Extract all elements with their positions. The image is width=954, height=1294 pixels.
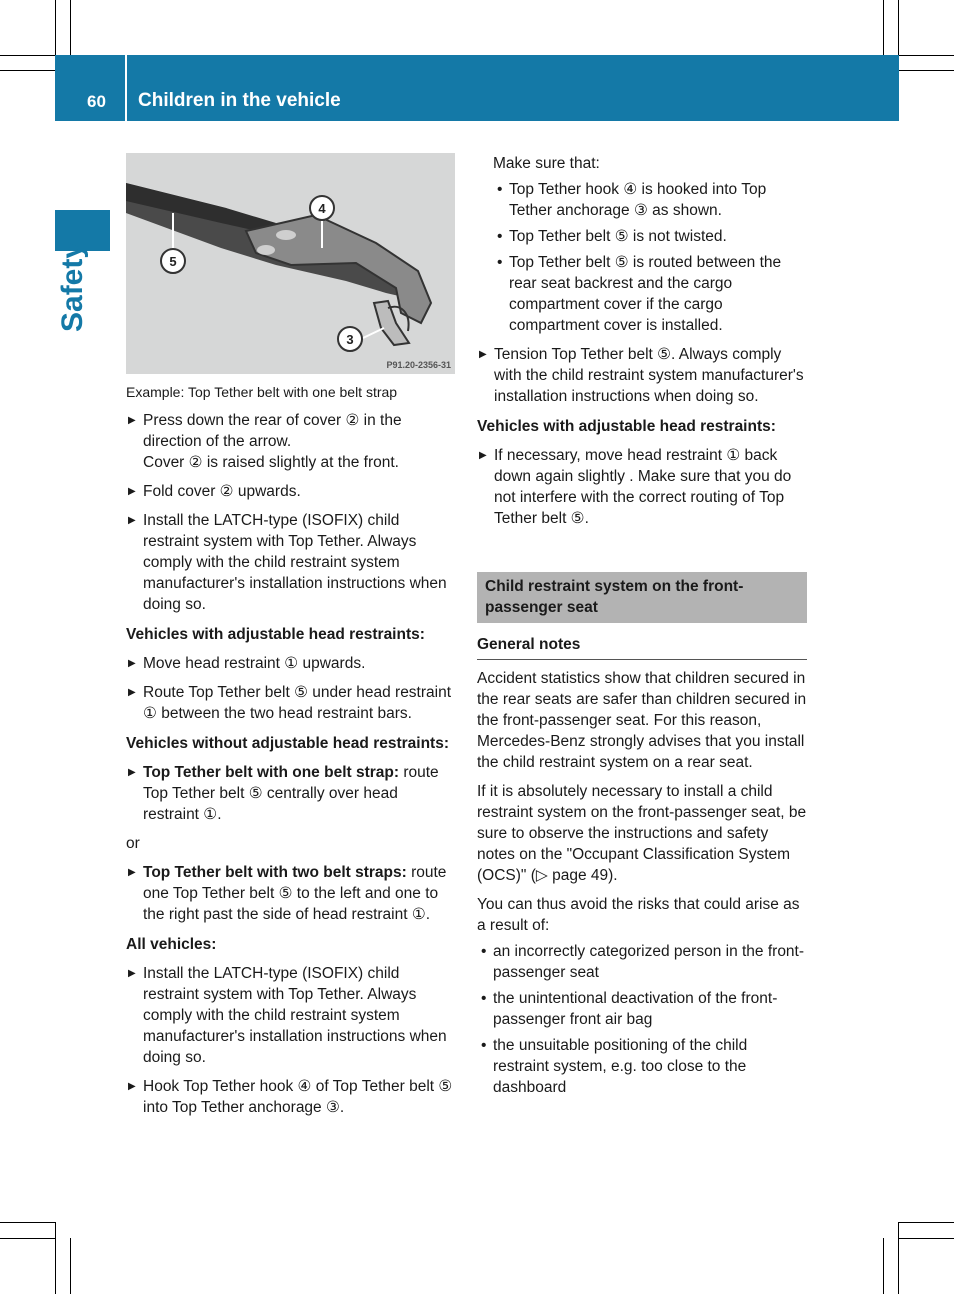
step-fold-cover: ▶ Fold cover ② upwards. bbox=[126, 481, 456, 502]
paragraph: If it is absolutely necessary to install a child restraint system on the front-passenger seat, be sure to observe the instructions and safety notes on the "Occupant Classification System (OCS)" (▷ page 49). bbox=[477, 783, 807, 884]
crop-mark bbox=[70, 1238, 71, 1294]
crop-mark bbox=[0, 70, 56, 71]
crop-mark bbox=[898, 1222, 954, 1223]
tether-illustration bbox=[126, 153, 455, 374]
step-install-latch-all: ▶ Install the LATCH-type (ISOFIX) child restraint system with Top Tether. Always comply with the child restraint system manufacturer's installation instructions when doing so. bbox=[126, 963, 456, 1068]
check-item: • Top Tether belt ⑤ is not twisted. bbox=[493, 226, 807, 247]
svg-text:3: 3 bbox=[346, 332, 354, 347]
step-one-strap bbox=[126, 762, 456, 825]
heading-non-adjustable: Vehicles without adjustable head restraints: bbox=[126, 735, 450, 752]
page-number: 60 bbox=[87, 92, 106, 111]
left-column bbox=[126, 153, 456, 1118]
risk-item: • the unintentional deactivation of the front-passenger front air bag bbox=[477, 988, 807, 1030]
crop-mark bbox=[898, 55, 954, 56]
step-label: Top Tether belt with one belt strap: bbox=[143, 764, 400, 781]
svg-text:5: 5 bbox=[169, 254, 177, 269]
step-text: route Top Tether belt ⑤ centrally over head restraint ①. bbox=[143, 764, 439, 823]
callout-3 bbox=[338, 327, 362, 351]
crop-mark bbox=[898, 70, 954, 71]
crop-mark bbox=[898, 1238, 954, 1239]
step-text: Press down the rear of cover ② in the direction of the arrow. bbox=[143, 412, 402, 450]
step-move-back-down: ▶ If necessary, move head restraint ① back down again slightly . Make sure that you do not interfere with the correct routing of Top Tether belt ⑤. bbox=[477, 445, 807, 529]
crop-mark bbox=[898, 1222, 899, 1294]
page-title: Children in the vehicle bbox=[138, 90, 341, 111]
crop-mark bbox=[55, 0, 56, 56]
risk-item: • the unsuitable positioning of the child restraint system, e.g. too close to the dashboard bbox=[477, 1035, 807, 1098]
crop-mark bbox=[898, 0, 899, 56]
general-notes-heading: General notes bbox=[477, 634, 807, 660]
step-label: Top Tether belt with two belt straps: bbox=[143, 864, 407, 881]
check-list bbox=[477, 179, 807, 336]
crop-mark bbox=[0, 1222, 56, 1223]
step-tension-belt: ▶ Tension Top Tether belt ⑤. Always comply with the child restraint system manufacturer's installation instructions when doing so. bbox=[477, 344, 807, 407]
step-install-latch: ▶ Install the LATCH-type (ISOFIX) child restraint system with Top Tether. Always comply with the child restraint system manufacturer's installation instructions when doing so. bbox=[126, 510, 456, 615]
check-item: • Top Tether belt ⑤ is routed between the rear seat backrest and the cargo compartment cover if the cargo compartment cover is installed. bbox=[493, 252, 807, 336]
crop-mark bbox=[883, 1238, 884, 1294]
step-move-head-restraint: ▶ Move head restraint ① upwards. bbox=[126, 653, 456, 674]
section-heading: Child restraint system on the front-passenger seat bbox=[477, 572, 807, 623]
callout-5 bbox=[161, 249, 185, 273]
right-column bbox=[477, 153, 807, 1098]
side-tab-label: Safety bbox=[56, 241, 89, 332]
figure-caption: Example: Top Tether belt with one belt strap bbox=[126, 384, 398, 400]
step-two-straps bbox=[126, 862, 456, 925]
svg-text:4: 4 bbox=[318, 201, 326, 216]
crop-mark bbox=[0, 1238, 56, 1239]
check-item: • Top Tether hook ④ is hooked into Top Tether anchorage ③ as shown. bbox=[493, 179, 807, 221]
figure-code: P91.20-2356-31 bbox=[386, 360, 451, 370]
crop-mark bbox=[0, 55, 56, 56]
step-result-text: Cover ② is raised slightly at the front. bbox=[143, 454, 399, 471]
step-text: route one Top Tether belt ⑤ to the left and one to the right past the side of head restraint ①. bbox=[143, 864, 447, 923]
paragraph: You can thus avoid the risks that could arise as a result of: bbox=[477, 896, 800, 934]
callout-4 bbox=[310, 196, 334, 220]
heading-adjustable-right: Vehicles with adjustable head restraints: bbox=[477, 418, 776, 435]
risk-list bbox=[477, 941, 807, 1098]
or-text: or bbox=[126, 835, 140, 852]
make-sure-text: Make sure that: bbox=[493, 155, 600, 172]
step-hook-tether: ▶ Hook Top Tether hook ④ of Top Tether belt ⑤ into Top Tether anchorage ③. bbox=[126, 1076, 456, 1118]
heading-all-vehicles: All vehicles: bbox=[126, 936, 217, 953]
page-header bbox=[55, 55, 899, 121]
step-route-belt: ▶ Route Top Tether belt ⑤ under head restraint ① between the two head restraint bars. bbox=[126, 682, 456, 724]
step-press-cover bbox=[126, 410, 456, 473]
risk-item: • an incorrectly categorized person in the front-passenger seat bbox=[477, 941, 807, 983]
crop-mark bbox=[55, 1222, 56, 1294]
header-divider bbox=[125, 55, 127, 121]
crop-mark bbox=[883, 0, 884, 56]
heading-adjustable: Vehicles with adjustable head restraints: bbox=[126, 626, 425, 643]
paragraph: Accident statistics show that children secured in the rear seats are safer than children secured in the front-passenger seat. For this reason, Mercedes-Benz strongly advises that you install the child restraint system on a rear seat. bbox=[477, 670, 807, 771]
crop-mark bbox=[70, 0, 71, 56]
